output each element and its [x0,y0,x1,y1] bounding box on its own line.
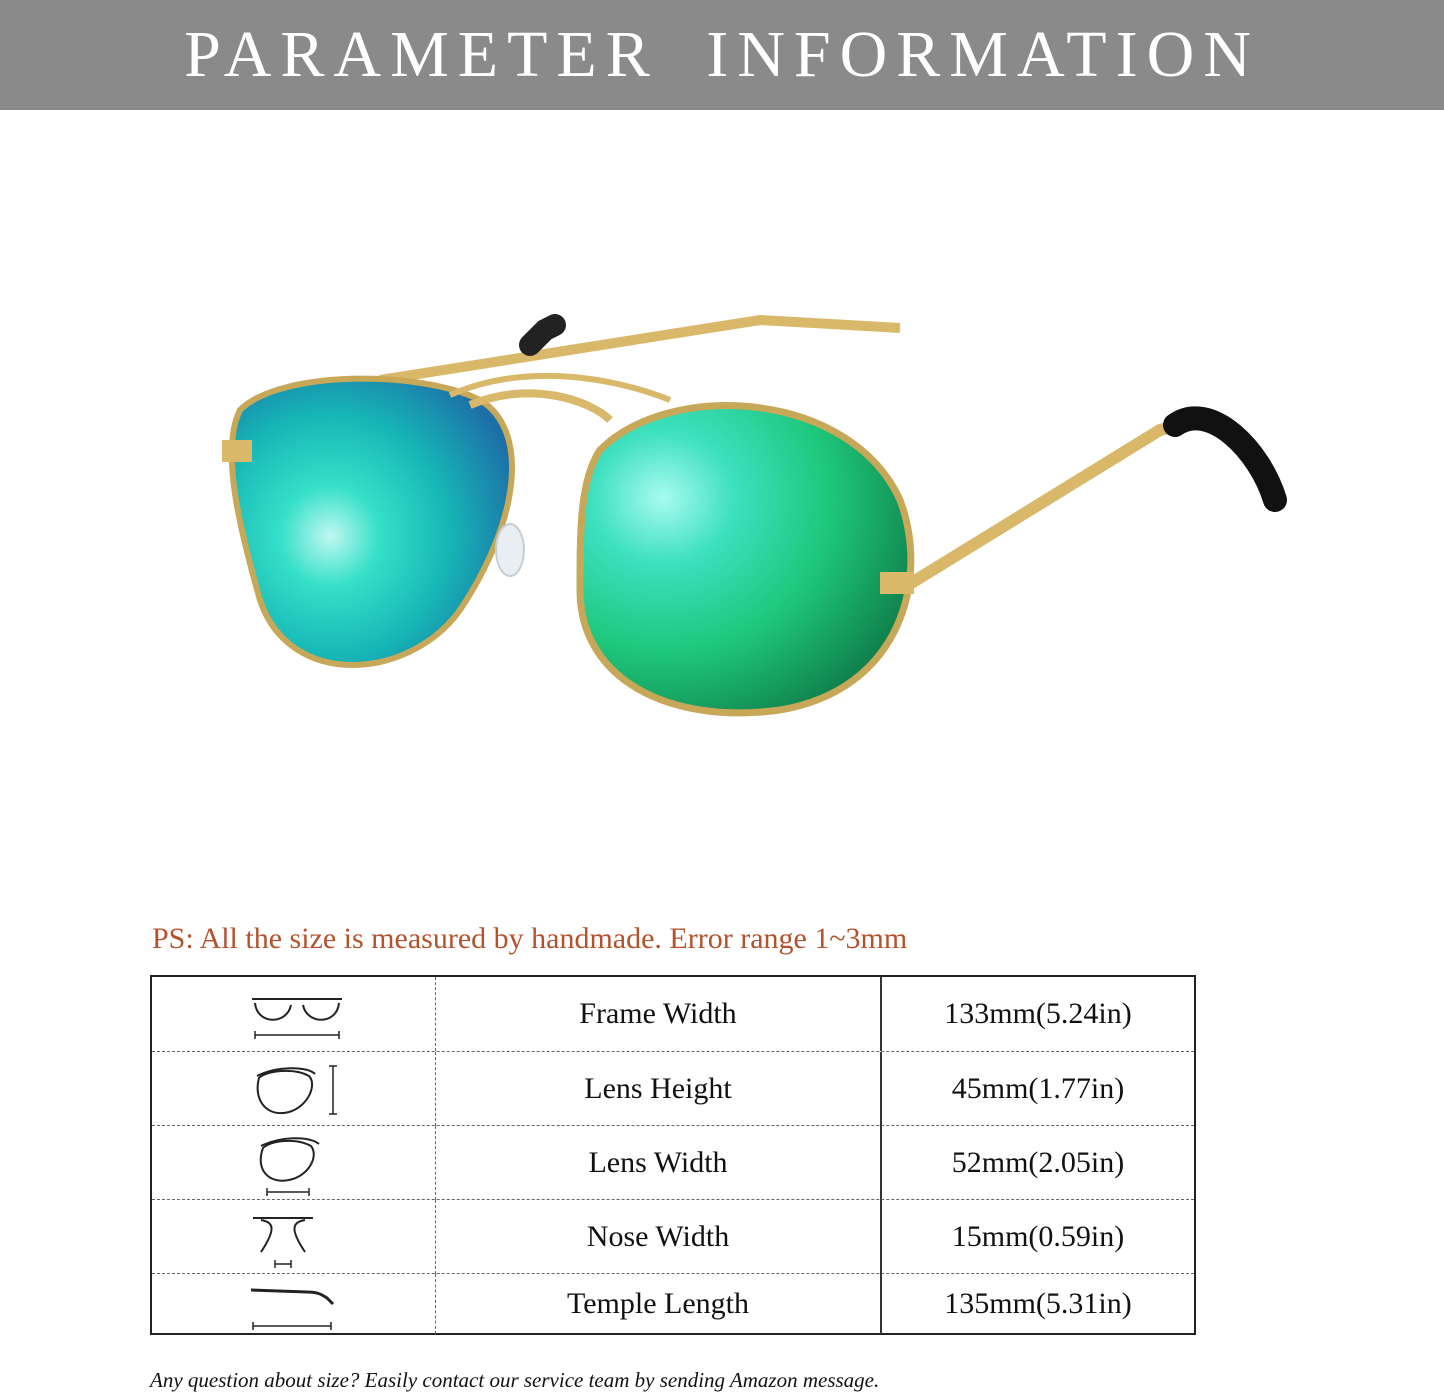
table-row [152,1051,1194,1126]
spec-value: 15mm(0.59in) [951,1220,1125,1253]
spec-value: 45mm(1.77in) [951,1072,1125,1105]
spec-name: Nose Width [436,1200,882,1274]
table-row [152,1273,1194,1334]
header-banner [0,0,1444,110]
table-row [152,1199,1194,1274]
table-row [152,977,1194,1051]
lens-height-icon [247,1060,347,1120]
temple-length-icon [247,1282,347,1336]
size-table [150,975,1196,1335]
nose-width-icon [247,1208,347,1272]
spec-value: 133mm(5.24in) [944,997,1132,1030]
page-title: PARAMETER INFORMATION [184,18,1260,91]
spec-name: Temple Length [436,1274,882,1334]
spec-name: Frame Width [436,977,882,1051]
spec-name: Lens Width [436,1126,882,1200]
contact-note: Any question about size? Easily contact our service team by sending Amazon message. [150,1368,880,1392]
table-row [152,1125,1194,1200]
frame-width-icon [247,985,347,1043]
lens-width-icon [247,1134,347,1196]
spec-value: 135mm(5.31in) [944,1287,1132,1320]
spec-name: Lens Height [436,1052,882,1126]
spec-value: 52mm(2.05in) [951,1146,1125,1179]
aviator-sunglasses-icon [200,300,1320,720]
measurement-note: PS: All the size is measured by handmade. Error range 1~3mm [152,922,908,955]
